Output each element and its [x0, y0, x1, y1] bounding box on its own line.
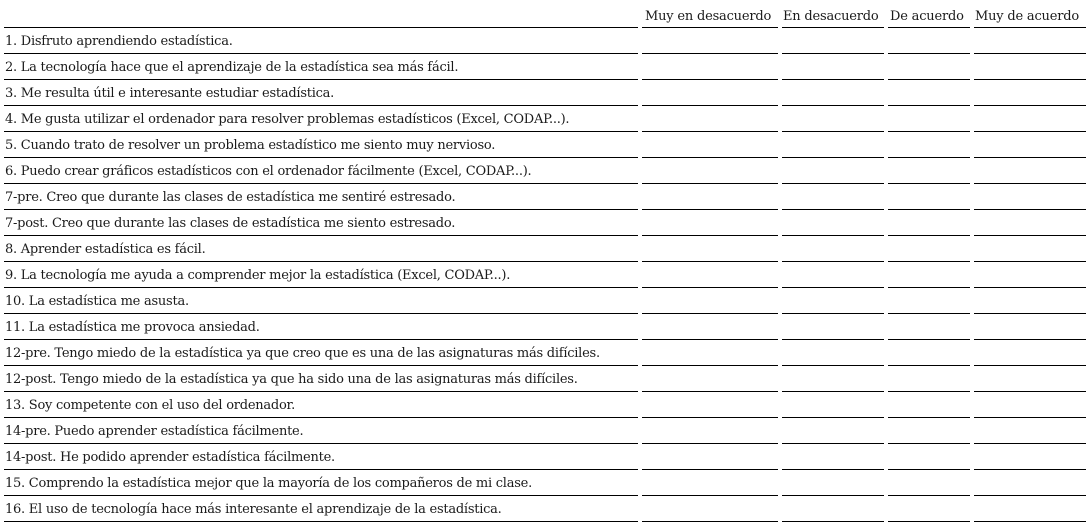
survey-item-row [4, 54, 1086, 80]
survey-item-row [4, 80, 1086, 106]
survey-item-row [4, 184, 1086, 210]
response-cell-disagree [782, 366, 884, 392]
survey-item-row [4, 496, 1086, 522]
response-cell-disagree [782, 340, 884, 366]
statement-cell: 14-pre. Puedo aprender estadística fácilmente. [4, 418, 638, 444]
response-cell-strongly-agree [974, 444, 1086, 470]
response-cell-agree [888, 392, 970, 418]
statement-cell: 9. La tecnología me ayuda a comprender mejor la estadística (Excel, CODAP...). [4, 262, 638, 288]
response-cell-disagree [782, 288, 884, 314]
response-cell-strongly-agree [974, 132, 1086, 158]
survey-item-row [4, 340, 1086, 366]
survey-item-row [4, 210, 1086, 236]
header-row [4, 2, 1086, 28]
statement-column-header [4, 2, 638, 28]
survey-item-row [4, 236, 1086, 262]
statement-cell: 5. Cuando trato de resolver un problema estadístico me siento muy nervioso. [4, 132, 638, 158]
statement-cell: 7-post. Creo que durante las clases de estadística me siento estresado. [4, 210, 638, 236]
response-cell-agree [888, 496, 970, 522]
response-cell-disagree [782, 158, 884, 184]
response-cell-strongly-disagree [642, 106, 778, 132]
response-cell-strongly-agree [974, 418, 1086, 444]
column-header-strongly-agree: Muy de acuerdo [974, 2, 1086, 28]
response-cell-strongly-disagree [642, 236, 778, 262]
response-cell-strongly-agree [974, 184, 1086, 210]
response-cell-agree [888, 184, 970, 210]
response-cell-agree [888, 132, 970, 158]
response-cell-strongly-disagree [642, 444, 778, 470]
response-cell-strongly-agree [974, 262, 1086, 288]
survey-item-row [4, 444, 1086, 470]
statement-cell: 14-post. He podido aprender estadística fácilmente. [4, 444, 638, 470]
survey-item-row [4, 262, 1086, 288]
response-cell-disagree [782, 80, 884, 106]
response-cell-agree [888, 54, 970, 80]
statement-cell: 3. Me resulta útil e interesante estudiar estadística. [4, 80, 638, 106]
survey-item-row [4, 288, 1086, 314]
response-cell-strongly-disagree [642, 80, 778, 106]
response-cell-disagree [782, 106, 884, 132]
response-cell-agree [888, 470, 970, 496]
statement-cell: 7-pre. Creo que durante las clases de estadística me sentiré estresado. [4, 184, 638, 210]
column-header-agree: De acuerdo [888, 2, 970, 28]
response-cell-disagree [782, 236, 884, 262]
response-cell-disagree [782, 28, 884, 54]
response-cell-strongly-agree [974, 80, 1086, 106]
response-cell-disagree [782, 54, 884, 80]
column-header-disagree: En desacuerdo [782, 2, 884, 28]
response-cell-disagree [782, 444, 884, 470]
response-cell-strongly-agree [974, 340, 1086, 366]
statement-cell: 12-pre. Tengo miedo de la estadística ya que creo que es una de las asignaturas más difíciles. [4, 340, 638, 366]
response-cell-agree [888, 288, 970, 314]
response-cell-agree [888, 158, 970, 184]
survey-item-row [4, 132, 1086, 158]
response-cell-disagree [782, 314, 884, 340]
response-cell-strongly-disagree [642, 392, 778, 418]
response-cell-disagree [782, 210, 884, 236]
statement-cell: 2. La tecnología hace que el aprendizaje de la estadística sea más fácil. [4, 54, 638, 80]
response-cell-strongly-disagree [642, 54, 778, 80]
statement-cell: 16. El uso de tecnología hace más interesante el aprendizaje de la estadística. [4, 496, 638, 522]
survey-item-row [4, 392, 1086, 418]
survey-item-row [4, 418, 1086, 444]
response-cell-agree [888, 28, 970, 54]
column-header-strongly-disagree: Muy en desacuerdo [642, 2, 778, 28]
response-cell-strongly-agree [974, 210, 1086, 236]
response-cell-agree [888, 80, 970, 106]
response-cell-strongly-agree [974, 496, 1086, 522]
response-cell-agree [888, 106, 970, 132]
survey-item-row [4, 106, 1086, 132]
response-cell-strongly-agree [974, 54, 1086, 80]
response-cell-strongly-agree [974, 28, 1086, 54]
response-cell-agree [888, 366, 970, 392]
statement-cell: 13. Soy competente con el uso del ordenador. [4, 392, 638, 418]
response-cell-disagree [782, 496, 884, 522]
response-cell-agree [888, 340, 970, 366]
survey-item-row [4, 470, 1086, 496]
response-cell-strongly-agree [974, 366, 1086, 392]
likert-survey-table [4, 2, 1086, 522]
response-cell-strongly-disagree [642, 418, 778, 444]
response-cell-strongly-disagree [642, 132, 778, 158]
survey-items [4, 28, 1086, 522]
response-cell-strongly-disagree [642, 366, 778, 392]
response-cell-disagree [782, 418, 884, 444]
response-cell-strongly-disagree [642, 28, 778, 54]
response-cell-strongly-disagree [642, 470, 778, 496]
response-cell-disagree [782, 392, 884, 418]
response-cell-strongly-disagree [642, 340, 778, 366]
response-cell-agree [888, 444, 970, 470]
response-cell-agree [888, 262, 970, 288]
response-cell-disagree [782, 262, 884, 288]
response-cell-strongly-agree [974, 392, 1086, 418]
response-cell-strongly-disagree [642, 158, 778, 184]
response-cell-agree [888, 418, 970, 444]
response-cell-strongly-disagree [642, 314, 778, 340]
statement-cell: 10. La estadística me asusta. [4, 288, 638, 314]
response-cell-strongly-agree [974, 314, 1086, 340]
statement-cell: 1. Disfruto aprendiendo estadística. [4, 28, 638, 54]
response-cell-strongly-disagree [642, 262, 778, 288]
statement-cell: 11. La estadística me provoca ansiedad. [4, 314, 638, 340]
response-cell-strongly-agree [974, 106, 1086, 132]
response-cell-strongly-agree [974, 158, 1086, 184]
statement-cell: 8. Aprender estadística es fácil. [4, 236, 638, 262]
statement-cell: 6. Puedo crear gráficos estadísticos con el ordenador fácilmente (Excel, CODAP...). [4, 158, 638, 184]
response-cell-agree [888, 236, 970, 262]
response-cell-strongly-disagree [642, 496, 778, 522]
response-cell-strongly-agree [974, 470, 1086, 496]
response-cell-strongly-disagree [642, 210, 778, 236]
response-cell-strongly-disagree [642, 184, 778, 210]
survey-item-row [4, 314, 1086, 340]
statement-cell: 12-post. Tengo miedo de la estadística ya que ha sido una de las asignaturas más difíciles. [4, 366, 638, 392]
response-cell-agree [888, 314, 970, 340]
response-cell-disagree [782, 184, 884, 210]
survey-item-row [4, 158, 1086, 184]
response-cell-strongly-agree [974, 288, 1086, 314]
response-cell-strongly-disagree [642, 288, 778, 314]
response-cell-disagree [782, 132, 884, 158]
survey-item-row [4, 28, 1086, 54]
statement-cell: 15. Comprendo la estadística mejor que la mayoría de los compañeros de mi clase. [4, 470, 638, 496]
statement-cell: 4. Me gusta utilizar el ordenador para resolver problemas estadísticos (Excel, CODAP...). [4, 106, 638, 132]
response-cell-disagree [782, 470, 884, 496]
response-cell-agree [888, 210, 970, 236]
response-cell-strongly-agree [974, 236, 1086, 262]
survey-item-row [4, 366, 1086, 392]
